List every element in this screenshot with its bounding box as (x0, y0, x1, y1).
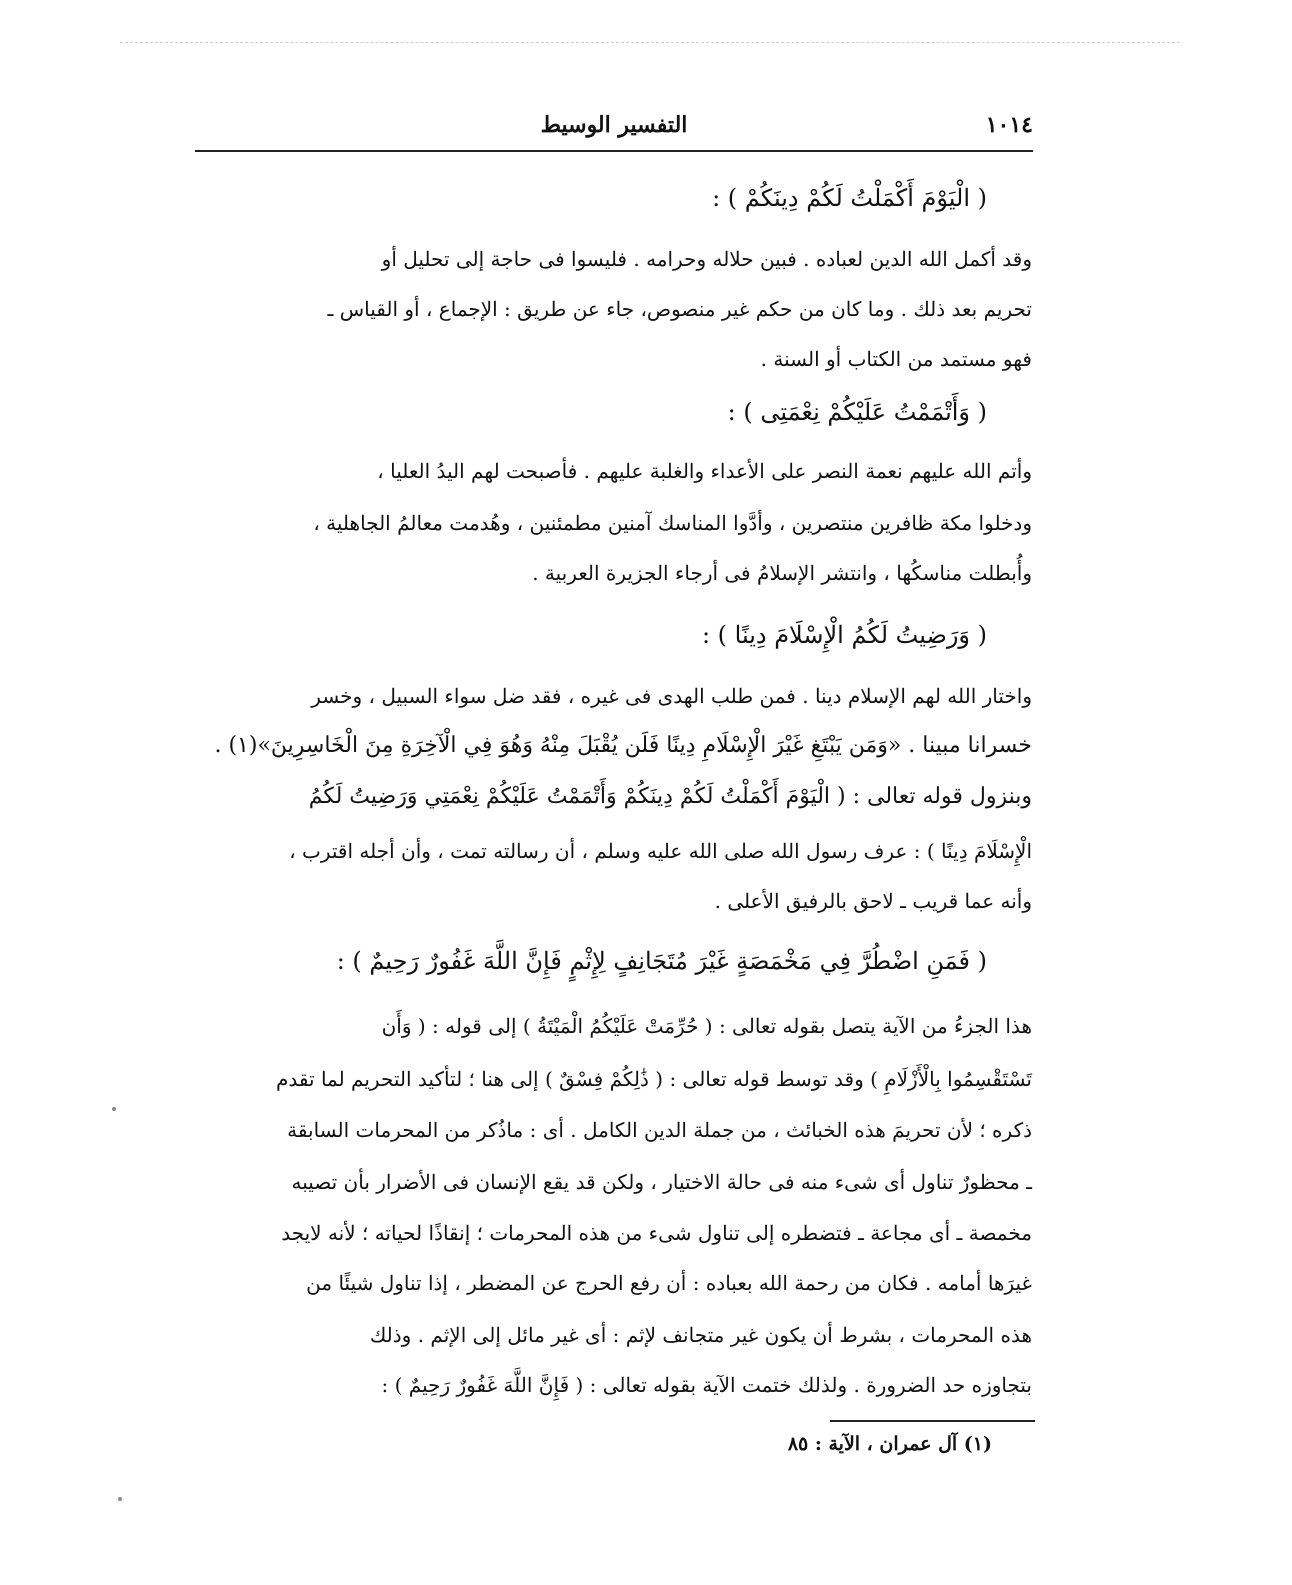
text-line: بتجاوزه حد الضرورة . ولذلك ختمت الآية بقوله تعالى : ( فَإِنَّ اللَّهَ غَفُورٌ رَحِيمٌ ) : (381, 1373, 1032, 1397)
text-line: هذا الجزءُ من الآية يتصل بقوله تعالى : ( حُرِّمَتْ عَلَيْكُمُ الْمَيْتَةُ ) إلى قوله : ( وَأَن (381, 1014, 1032, 1038)
text-line: وقد أكمل الله الدين لعباده . فبين حلاله وحرامه . فليسوا فى حاجة إلى تحليل أو (381, 247, 1032, 271)
scan-speck (118, 1497, 122, 1501)
verse-heading: ( وَرَضِيتُ لَكُمُ الْإِسْلَامَ دِينًا ) : (701, 621, 987, 649)
scan-speck (112, 1107, 116, 1111)
verse-heading: ( الْيَوْمَ أَكْمَلْتُ لَكُمْ دِينَكُمْ ) : (712, 184, 987, 212)
text-line: ودخلوا مكة ظافرين منتصرين ، وأدَّوا المناسك آمنين مطمئنين ، وهُدمت معالمُ الجاهلية ، (313, 511, 1032, 535)
running-title: التفسير الوسيط (540, 112, 688, 138)
page-header (195, 112, 1033, 148)
verse-heading: ( وَأَتْمَمْتُ عَلَيْكُمْ نِعْمَتِى ) : (727, 398, 987, 426)
text-line: الْإِسْلَامَ دِينًا ) : عرف رسول الله صلى الله عليه وسلم ، أن رسالته تمت ، وأن أجله اقترب ، (289, 839, 1032, 863)
text-line: وأتم الله عليهم نعمة النصر على الأعداء والغلبة عليهم . فأصبحت لهم اليدُ العليا ، (377, 459, 1032, 483)
text-line: وبنزول قوله تعالى : ( الْيَوْمَ أَكْمَلْتُ لَكُمْ دِينَكُمْ وَأَتْمَمْتُ عَلَيْكُمْ نِعْمَتِي وَرَضِيتُ لَكُمُ (308, 784, 1032, 809)
text-line: واختار الله لهم الإسلام دينا . فمن طلب الهدى فى غيره ، فقد ضل سواء السبيل ، وخسر (311, 684, 1032, 708)
text-line: خسرانا مبينا . «وَمَن يَبْتَغِ غَيْرَ الْإِسْلَامِ دِينًا فَلَن يُقْبَلَ مِنْهُ وَهُوَ فِي الْآخِرَةِ مِنَ الْخَاسِرِينَ»(١) . (214, 733, 1032, 758)
text-line: هذه المحرمات ، بشرط أن يكون غير متجانف لإثم : أى غير مائل إلى الإثم . وذلك (369, 1323, 1032, 1347)
page-number: ١٠١٤ (985, 112, 1033, 138)
text-line: ذكره ؛ لأن تحريمَ هذه الخبائث ، من جملة الدين الكامل . أى : ماذُكر من المحرمات السابقة (287, 1118, 1032, 1142)
text-line: وأُبطلت مناسكُها ، وانتشر الإسلامُ فى أرجاء الجزيرة العربية . (532, 561, 1032, 585)
text-line: غيرَها أمامه . فكان من رحمة الله بعباده : أن رفع الحرج عن المضطر ، إذا تناول شيئًا من (306, 1271, 1032, 1295)
text-line: تَسْتَقْسِمُوا بِالْأَزْلَامِ ) وقد توسط قوله تعالى : ( ذَٰلِكُمْ فِسْقٌ ) إلى هنا ؛ لتأكيد التحريم لما تقدم (276, 1067, 1032, 1091)
text-line: فهو مستمد من الكتاب أو السنة . (760, 347, 1032, 371)
text-line: وأنه عما قريب ـ لاحق بالرفيق الأعلى . (714, 889, 1032, 913)
text-line: تحريم بعد ذلك . وما كان من حكم غير منصوص، جاء عن طريق : الإجماع ، أو القياس ـ (327, 297, 1032, 321)
scan-edge-line (120, 42, 1180, 43)
text-line: ـ محظورٌ تناول أى شىء منه فى حالة الاختيار ، ولكن قد يقع الإنسان فى الأضرار بأن تصيبه (291, 1170, 1032, 1194)
footnote-rule (830, 1420, 1035, 1422)
footnote: (١) آل عمران ، الآية : ٨٥ (787, 1433, 992, 1455)
text-line: مخمصة ـ أى مجاعة ـ فتضطره إلى تناول شىء من هذه المحرمات ؛ إنقاذًا لحياته ؛ لأنه لايجد (281, 1221, 1032, 1245)
header-rule (195, 150, 1033, 152)
verse-heading: ( فَمَنِ اضْطُرَّ فِي مَخْمَصَةٍ غَيْرَ مُتَجَانِفٍ لِإِثْمٍ فَإِنَّ اللَّهَ غَفُورٌ رَحِيمٌ ) : (336, 947, 987, 975)
